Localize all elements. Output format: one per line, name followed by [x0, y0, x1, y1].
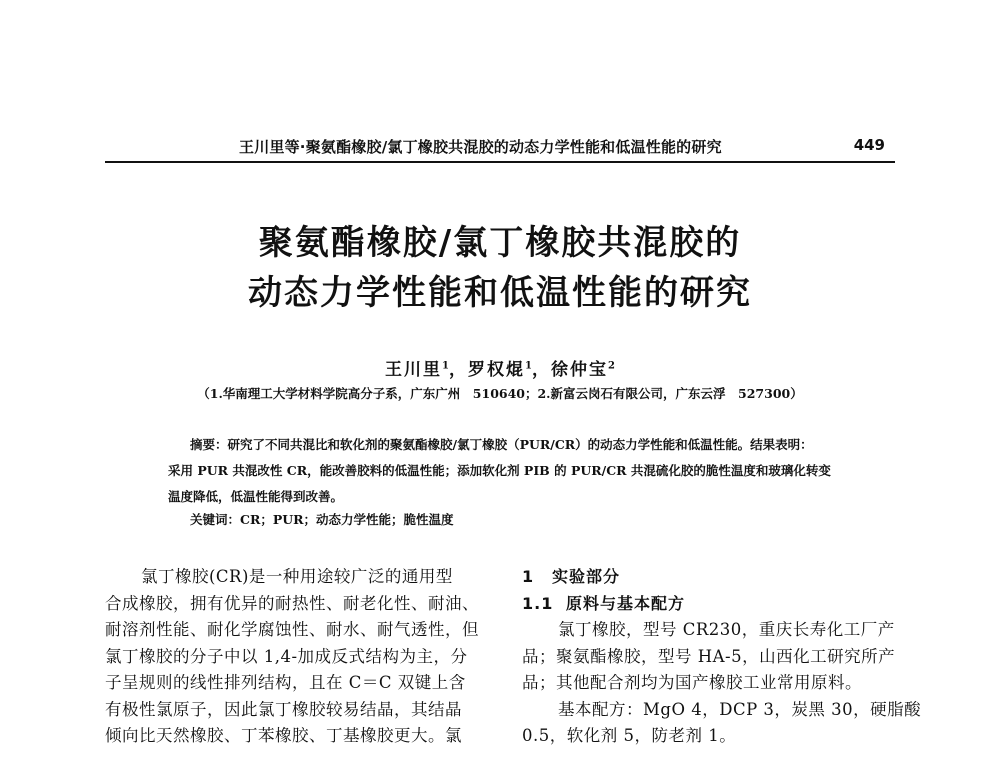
body-line: 品；其他配合剂均为国产橡胶工业常用原料。 [522, 673, 862, 692]
author-affiliation-mark: 2 [607, 360, 615, 372]
header-rule [105, 161, 895, 163]
paper-title [0, 218, 1000, 318]
body-line: 子呈规则的线性排列结构，且在 C＝C 双键上含 [105, 673, 466, 692]
body-line: 有极性氯原子，因此氯丁橡胶较易结晶，其结晶 [105, 699, 462, 719]
running-title: 王川里等·聚氨酯橡胶/氯丁橡胶共混胶的动态力学性能和低温性能的研究 [239, 138, 722, 156]
keywords: 关键词：CR；PUR；动态力学性能；脆性温度 [190, 512, 454, 527]
body-line: 氯丁橡胶，型号 CR230，重庆长寿化工厂产 [558, 620, 895, 639]
body-line: 氯丁橡胶的分子中以 1,4-加成反式结构为主，分 [105, 646, 468, 666]
body-line: 耐溶剂性能、耐化学腐蚀性、耐水、耐气透性，但 [105, 620, 479, 639]
author-name: 罗权焜 [468, 360, 526, 380]
title-line-1: 聚氨酯橡胶/氯丁橡胶共混胶的 [258, 223, 742, 263]
subsection-title: 原料与基本配方 [566, 593, 686, 613]
abstract-line: 摘要：研究了不同共混比和软化剂的聚氨酯橡胶/氯丁橡胶（PUR/CR）的动态力学性能和低温性能。结果表明： [190, 437, 813, 452]
body-line: 品；聚氨酯橡胶，型号 HA-5，山西化工研究所产 [522, 646, 896, 666]
author-affiliation-mark: 1 [442, 360, 450, 372]
abstract-line: 采用 PUR 共混改性 CR，能改善胶料的低温性能；添加软化剂 PIB 的 PUR/CR 共混硫化胶的脆性温度和玻璃化转变 [168, 463, 831, 478]
abstract [168, 432, 848, 510]
author-name: 徐仲宝 [550, 360, 608, 380]
running-header [105, 136, 895, 160]
body-line: 倾向比天然橡胶、丁苯橡胶、丁基橡胶更大。氯 [105, 726, 462, 745]
body-line: 0.5，软化剂 5，防老剂 1。 [522, 726, 737, 745]
page-number: 449 [853, 136, 885, 154]
left-column [105, 564, 490, 750]
section-heading [522, 564, 904, 591]
affiliation: （1.华南理工大学材料学院高分子系，广东广州 510640；2.新富云岗石有限公司，广东云浮 527300） [197, 386, 803, 401]
author-separator: ， [531, 360, 551, 380]
author-name: 王川里 [385, 360, 443, 380]
body-line: 基本配方：MgO 4，DCP 3，炭黑 30，硬脂酸 [558, 699, 922, 719]
body-line: 氯丁橡胶(CR)是一种用途较广泛的通用型 [141, 567, 453, 586]
section-number: 1 [522, 567, 535, 586]
title-line-2: 动态力学性能和低温性能的研究 [248, 273, 752, 313]
author-list [0, 355, 1000, 380]
abstract-line: 温度降低，低温性能得到改善。 [168, 489, 344, 504]
right-column [522, 564, 922, 750]
subsection-number: 1.1 [522, 593, 554, 613]
section-title: 实验部分 [552, 567, 621, 586]
body-line: 合成橡胶，拥有优异的耐热性、耐老化性、耐油、 [105, 593, 479, 613]
author-separator: ， [449, 360, 469, 380]
subsection-heading [522, 591, 904, 618]
author-affiliation-mark: 1 [525, 360, 532, 372]
